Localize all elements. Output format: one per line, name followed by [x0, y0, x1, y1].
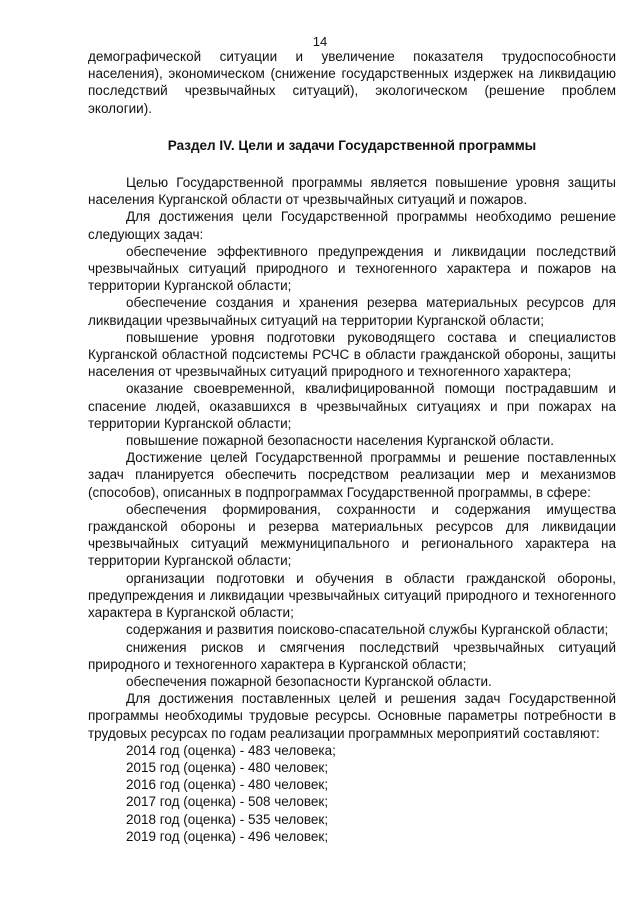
paragraph-labor-resources: Для достижения поставленных целей и решения задач Государственной программы необходимы трудовые ресурсы. Основные параметры потребности в трудовых ресурсах по годам реализации программных мероприятий составляют:	[88, 691, 616, 741]
intro-paragraph: демографической ситуации и увеличение показателя трудоспособности населения), экономическом (снижение государственных издержек на ликвидацию последствий чрезвычайных ситуаций), экологическом (решение проблем экологии).	[88, 49, 616, 116]
task-item: обеспечение эффективного предупреждения и ликвидации последствий чрезвычайных ситуаций природного и техногенного характера и пожаров на территории Курганской области;	[88, 243, 616, 294]
task-item: оказание своевременной, квалифицированной помощи пострадавшим и спасение людей, оказавшихся в чрезвычайных ситуациях и при пожарах на территории Курганской области;	[88, 381, 616, 431]
year-line: 2015 год (оценка) - 480 человек;	[126, 759, 329, 775]
task-item: повышение уровня подготовки руководящего состава и специалистов Курганской областной подсистемы РСЧС в области гражданской обороны, защиты населения от чрезвычайных ситуаций природного и техногенного характера;	[88, 329, 616, 380]
paragraph-achievement: Достижение целей Государственной программы и решение поставленных задач планируется обеспечить посредством реализации мер и механизмов (способов), описанных в подпрограммах Государственной программы, в сфере:	[88, 450, 616, 500]
sphere-item: обеспечения формирования, сохранности и содержания имущества гражданской обороны и резерва материальных ресурсов для ликвидации чрезвычайных ситуаций межмуниципального и регионального характера на территории Курганской области;	[88, 501, 616, 569]
year-line: 2017 год (оценка) - 508 человек;	[126, 794, 329, 810]
document-body	[88, 48, 616, 845]
sphere-item: снижения рисков и смягчения последствий чрезвычайных ситуаций природного и техногенного характера в Курганской области;	[88, 639, 616, 672]
task-item: повышение пожарной безопасности населения Курганской области.	[126, 433, 554, 449]
paragraph-tasks-intro: Для достижения цели Государственной программы необходимо решение следующих задач:	[88, 209, 616, 242]
section-heading: Раздел IV. Цели и задачи Государственной программы	[167, 137, 537, 153]
paragraph-goal: Целью Государственной программы является повышение уровня защиты населения Курганской области от чрезвычайных ситуаций и пожаров.	[88, 175, 616, 208]
sphere-item: организации подготовки и обучения в области гражданской обороны, предупреждения и ликвидации чрезвычайных ситуаций природного и техногенного характера в Курганской области;	[88, 570, 616, 621]
year-line: 2019 год (оценка) - 496 человек;	[126, 828, 329, 844]
page-number: 14	[312, 34, 328, 49]
task-item: обеспечение создания и хранения резерва материальных ресурсов для ликвидации чрезвычайных ситуаций на территории Курганской области;	[88, 295, 616, 328]
year-line: 2016 год (оценка) - 480 человек;	[126, 777, 329, 793]
sphere-item: обеспечения пожарной безопасности Курганской области.	[126, 673, 492, 689]
sphere-item: содержания и развития поисково-спасательной службы Курганской области;	[126, 622, 609, 638]
year-line: 2018 год (оценка) - 535 человек;	[126, 811, 329, 827]
year-line: 2014 год (оценка) - 483 человека;	[126, 742, 336, 758]
